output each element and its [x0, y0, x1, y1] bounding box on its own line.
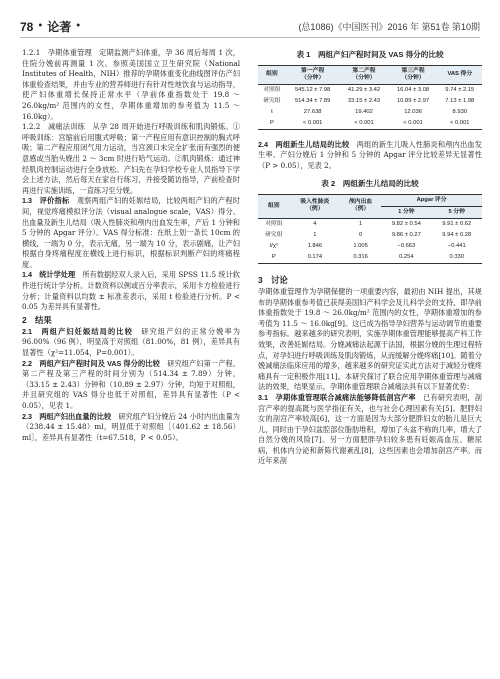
text-2-2: 研究组产妇第一产程、第二产程及第三产程的时间分别为（514.34 ± 7.89）分钟，（33.15 ± 2.43）分钟和（10.89 ± 2.97）分钟，均短于对照组，并且研究组的 VAS 得分也低于对照组，差异具有显著性（P < 0.05），见表 1。	[22, 358, 240, 410]
table-cell: 对照组	[265, 220, 283, 227]
table-2-header: 组别	[267, 202, 280, 209]
table-cell: < 0.001	[403, 119, 423, 126]
table-cell: −0.441	[447, 242, 466, 249]
table-cell: < 0.001	[354, 119, 374, 126]
table-row	[258, 252, 482, 264]
table-cell: 514.34 ± 7.89	[294, 97, 331, 104]
table-1-header: 第二产程 （分钟）	[352, 67, 376, 81]
table-2-header: 1 分钟	[398, 208, 415, 215]
heading-2-1: 2.1 两组产妇妊娠结局的比较	[22, 326, 133, 336]
table-1-title: 表 1 两组产妇产程时间及 VAS 得分的比较	[296, 50, 444, 59]
heading-3-1: 3.1 孕期体重管理联合减痛法能够降低剖宫产率	[258, 392, 416, 402]
table-row	[258, 107, 482, 118]
table-row	[258, 84, 482, 96]
table-cell: 9.82 ± 0.54	[391, 220, 421, 227]
paragraph-weight-management: 1.2.1 孕期体重管理 定期监测产妇体重，孕 36 周后每周 1 次，住院分娩前再测量 1 次。参照美国国立卫生研究院（National Institutes of Health，NIH）推荐的孕期体重变化曲线图评估产妇体重检查结果，并由专业的营养师进行有针对性地饮食与运动指导，使产妇体重增长保持正常水平（孕前体重指数处于 19.8 ～ 26.0kg/m² 范围内的女性，孕期体重增加的参考值为 11.5 ～ 16.0kg）。	[22, 48, 240, 121]
table-cell: t/χ²	[269, 242, 278, 249]
paragraph-2-1	[22, 327, 240, 359]
paragraph-2-2	[22, 359, 240, 412]
table-row	[258, 218, 482, 230]
header-bullet: •	[37, 21, 44, 32]
table-cell: P	[269, 119, 274, 126]
paragraph-discussion: 孕期体重管理作为孕期保健的一项重要内容，最初由 NIH 提出，其规布的孕期体重参考值已获得美国妇产科学会及儿科学会的支持，即孕前体重指数处于 19.8 ～ 26.0kg/m² 范围内的女性，孕期体重增加的参考值为 11.5 ～ 16.0kg[9]。这已成为指导孕妇营养与运动调节的重要参考指标。越来越多的研究表明，实施孕期体重管理能够提高产科工作效果，改善妊娠结局。分娩减痛法起源于法国，根据分娩的生理过程特点，对孕妇进行呼吸训练及肌肉锻炼，从而缓解分娩疼痛[10]。随着分娩减痛法临床应用的增多，越来越多的研究证实此方法对于减轻分娩疼痛具有一定积极作用[11]。本研究探讨了联合应用孕期体重管理与减痛法的效果，结果显示，孕期体重管理联合减痛法具有以下显著优势：	[258, 286, 482, 392]
table-row	[258, 241, 482, 252]
table-1-header-row	[258, 65, 482, 84]
table-cell: 545.12 ± 7.98	[294, 86, 331, 93]
table-cell: 19.402	[355, 108, 373, 115]
text-2-3: 研究组产妇分娩后 24 小时内出血量为（238.44 ± 15.48）ml，明显低于对照组［（401.62 ± 18.56）ml］，差异具有显著性（t=67.518，P < 0.05）。	[22, 411, 240, 442]
table-row	[258, 118, 482, 130]
table-2-header: 5 分钟	[448, 208, 465, 215]
table-cell: < 0.001	[302, 119, 323, 126]
table-cell: t	[271, 108, 273, 115]
journal-info: (总1086)《中国医刊》2016 年 第51卷 第10期	[298, 22, 480, 32]
table-cell: 0.330	[449, 253, 465, 260]
table-2	[258, 194, 482, 264]
table-cell: 33.15 ± 2.43	[347, 97, 381, 104]
table-cell: < 0.001	[450, 119, 470, 126]
table-1-header: 第三产程 （分钟）	[401, 67, 425, 81]
table-1-header: 第一产程 （分钟）	[301, 67, 325, 81]
table-cell: 研究组	[265, 231, 283, 238]
table-1-block	[258, 50, 482, 130]
table-cell: 41.29 ± 3.42	[347, 86, 381, 93]
heading-1-4: 1.4 统计学处理	[22, 270, 76, 280]
table-cell: 9.74 ± 2.15	[445, 86, 475, 93]
header-bullet-2: •	[75, 21, 82, 32]
table-cell: 7.13 ± 1.98	[445, 97, 475, 104]
table-cell: 1.846	[307, 242, 323, 249]
table-row	[258, 230, 482, 241]
table-cell: 1.005	[353, 242, 368, 249]
heading-2-2: 2.2 两组产妇产程时间及 VAS 得分的比较	[22, 358, 160, 368]
heading-2-4: 2.4 两组新生儿结局的比较	[258, 139, 350, 149]
header-left	[20, 18, 81, 35]
table-cell: 1	[313, 231, 317, 238]
table-cell: P	[271, 253, 276, 260]
paragraph-statistics	[22, 270, 240, 312]
table-1-header: 组别	[266, 71, 278, 78]
table-cell: 1	[358, 220, 363, 227]
paragraph-pain-relief: 1.2.2 减痛法训练 从孕 28 周开始进行呼吸训练和肌肉锻炼。①呼吸训练：宫缩前后用腹式呼吸；第一产程应用有意识控制的胸式呼吸；第二产程应用闭气用力运动，当宫颈口未完全扩张而有强烈的便意感或当胎头娩出 2 ～ 3cm 时进行哈气运动。②肌肉锻炼：通过神经肌肉控制运动进行全身放松。产妇先在孕妇学校专业人员指导下学会上述方法，然后每天在家自行练习，并接受随访指导，产前检查时再进行实施训练，一直练习至分娩。	[22, 122, 240, 195]
table-2-header: 颅内出血 （例）	[348, 199, 373, 213]
table-cell: 16.04 ± 3.08	[396, 86, 430, 93]
heading-1-3: 1.3 评价指标	[22, 196, 70, 206]
table-cell: 8.930	[452, 108, 468, 115]
paragraph-2-4	[258, 140, 482, 172]
table-cell: 4	[313, 220, 317, 227]
paragraph-2-3	[22, 412, 240, 444]
page-header	[20, 16, 480, 38]
table-cell: 对照组	[263, 86, 281, 93]
table-cell: 9.86 ± 0.27	[391, 231, 421, 238]
table-2-header: 吸入性肺炎 （例）	[300, 199, 330, 213]
table-cell: −0.663	[397, 242, 416, 249]
table-2-block	[258, 179, 482, 264]
table-cell: 12.036	[404, 108, 422, 115]
table-cell: 0	[358, 231, 363, 238]
heading-2-3: 2.3 两组产妇出血量的比较	[22, 411, 112, 421]
paragraph-evaluation	[22, 196, 240, 270]
right-column	[258, 48, 482, 669]
table-cell: 0.254	[399, 253, 414, 260]
heading-results: 2 结果	[22, 314, 52, 325]
text-3-1: 已有研究表明，剖宫产率的提高既与医学指征有关，也与社会心理因素有关[5]。肥胖妇女的剖宫产率较高[6]，这一方面是因为大部分肥胖妇女的胎儿是巨大儿，同时由于孕妇盆腔部位脂肪堆积，增加了头盆不称的几率，增大了自然分娩的风险[7]。另一方面肥胖孕妇较多患有妊娠高血压、糖尿病，机体内分泌和新陈代谢紊乱[8]，这些因素也会增加剖宫产率。而近年来剖	[258, 392, 482, 466]
table-1-header: VAS 得分	[447, 71, 473, 78]
table-cell: 研究组	[263, 97, 281, 104]
table-2-title: 表 2 两组新生儿结局的比较	[321, 179, 419, 189]
table-2-header: Apgar 评分	[381, 194, 482, 206]
text-1-3: 观察两组产妇的妊娠结局，比较两组产妇的产程时间，视觉疼痛模拟评分法（visual analogue scale，VAS）得分、出血量及新生儿结局（吸入性肺炎和颅内出血发生率，产后 1 分钟和 5 分钟的 Apgar 评分）。VAS 得分标准：在纸上划一条长 10cm 的横线，一端为 0 分，表示无痛，另一端为 10 分，表示剧痛，让产妇根据自身疼痛程度在横线上进行标识，根据标识判断产妇的疼痛程度。	[22, 196, 240, 269]
heading-discussion: 3 讨论	[258, 274, 288, 285]
table-cell: 10.89 ± 2.97	[396, 97, 430, 104]
section-name: 论著	[47, 20, 72, 34]
table-cell: 9.94 ± 0.28	[442, 231, 472, 238]
left-column	[22, 48, 240, 669]
text-2-1: 研究组产妇的正常分娩率为 96.00%（96 例），明显高于对照组（81.00%，81 例），差异具有显著性（χ²=11.054，P=0.001）。	[22, 326, 240, 358]
table-cell: 27.638	[303, 108, 322, 115]
paragraph-3-1	[258, 393, 482, 467]
table-row	[258, 96, 482, 107]
text-2-4: 两组的新生儿吸入性肺炎和颅内出血发生率、产妇分娩后 1 分钟和 5 分钟的 Apgar 评分比较差异无显著性（P > 0.05），见表 2。	[258, 139, 482, 170]
table-cell: 9.91 ± 0.62	[442, 220, 472, 227]
page-number: 78	[20, 19, 34, 34]
table-cell: 0.316	[353, 253, 368, 260]
table-2-header-row	[258, 194, 482, 206]
text-1-4: 所有数据经双人录入后，采用 SPSS 11.5 统计软件进行统计学分析。计数资料以例或百分率表示，采用卡方检验进行分析；计量资料以均数 ± 标准差表示，采用 t 检验进行分析。P < 0.05 为差异具有显著性。	[22, 270, 240, 312]
table-1	[258, 65, 482, 130]
table-cell: 0.174	[307, 253, 323, 260]
